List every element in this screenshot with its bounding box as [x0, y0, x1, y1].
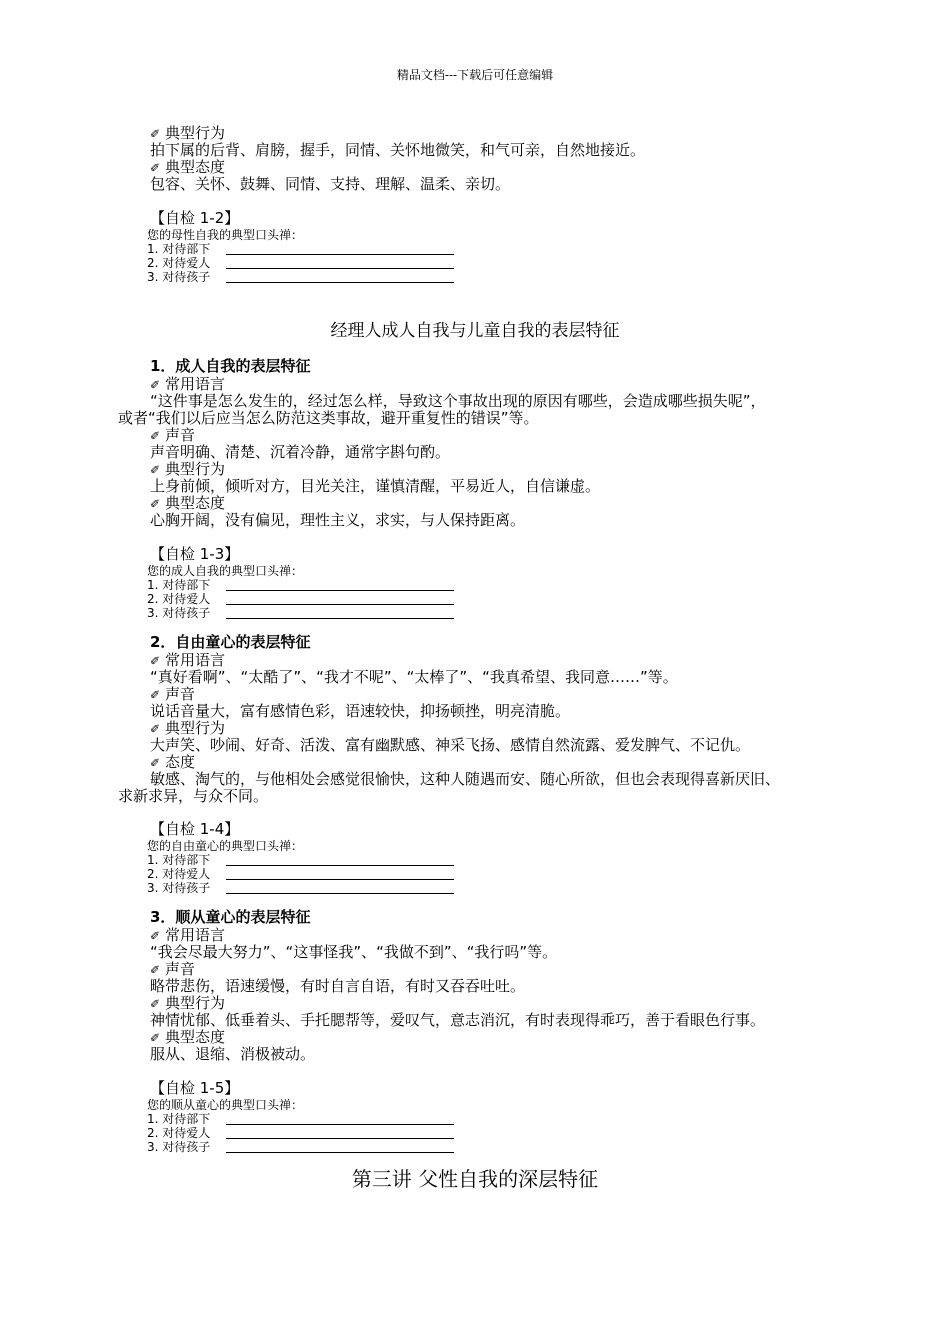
paragraph: 服从、退缩、消极被动。 [150, 1045, 316, 1063]
pen-icon: ✐ [150, 127, 161, 141]
selfcheck-title: 【自检 1-4】 [150, 820, 240, 838]
subheading-attitude: ✐ 典型态度 [150, 158, 226, 176]
pen-icon: ✐ [150, 429, 161, 443]
selfcheck-title: 【自检 1-3】 [150, 545, 240, 563]
pen-icon: ✐ [150, 929, 161, 943]
answer-blank[interactable] [226, 865, 454, 866]
section-heading: 经理人成人自我与儿童自我的表层特征 [330, 321, 620, 341]
selfcheck-title: 【自检 1-5】 [150, 1079, 240, 1097]
selfcheck-item: 2. 对待爱人 [147, 592, 211, 606]
pen-icon: ✐ [150, 654, 161, 668]
subheading-language: ✐ 常用语言 [150, 926, 226, 944]
paragraph: 拍下属的后背、肩膀，握手，同情、关怀地微笑，和气可亲，自然地接近。 [150, 141, 646, 159]
paragraph: 神情忧郁、低垂着头、手托腮帮等，爱叹气，意志消沉，有时表现得乖巧，善于看眼色行事。 [150, 1011, 766, 1029]
paragraph: 说话音量大，富有感情色彩，语速较快，抑扬顿挫，明亮清脆。 [150, 702, 571, 720]
paragraph: 包容、关怀、鼓舞、同情、支持、理解、温柔、亲切。 [150, 175, 511, 193]
selfcheck-item: 1. 对待部下 [147, 578, 211, 592]
subheading-attitude: ✐ 典型态度 [150, 1028, 226, 1046]
answer-blank[interactable] [226, 604, 454, 605]
answer-blank[interactable] [226, 1138, 454, 1139]
subheading-voice: ✐ 声音 [150, 685, 196, 703]
answer-blank[interactable] [226, 1124, 454, 1125]
subheading-attitude: ✐ 典型态度 [150, 494, 226, 512]
subheading-behavior: ✐ 典型行为 [150, 719, 226, 737]
answer-blank[interactable] [226, 590, 454, 591]
answer-blank[interactable] [226, 254, 454, 255]
paragraph: 上身前倾，倾听对方，目光关注，谨慎清醒，平易近人，自信谦虚。 [150, 477, 601, 495]
paragraph: “真好看啊”、“太酷了”、“我才不呢”、“太棒了”、“我真希望、我同意……”等。 [150, 668, 678, 686]
pen-icon: ✐ [150, 378, 161, 392]
answer-blank[interactable] [226, 268, 454, 269]
paragraph: 略带悲伤，语速缓慢，有时自言自语，有时又吞吞吐吐。 [150, 977, 526, 995]
subsection-title: 2．自由童心的表层特征 [150, 633, 311, 651]
selfcheck-item: 3. 对待孩子 [147, 881, 211, 895]
selfcheck-intro: 您的成人自我的典型口头禅： [147, 564, 304, 578]
pen-icon: ✐ [150, 497, 161, 511]
selfcheck-intro: 您的母性自我的典型口头禅： [147, 228, 304, 242]
answer-blank[interactable] [226, 893, 454, 894]
paragraph: 求新求异，与众不同。 [118, 787, 269, 805]
subheading-language: ✐ 常用语言 [150, 375, 226, 393]
paragraph: 大声笑、吵闹、好奇、活泼、富有幽默感、神采飞扬、感情自然流露、爱发脾气、不记仇。 [150, 736, 751, 754]
answer-blank[interactable] [226, 618, 454, 619]
pen-icon: ✐ [150, 1031, 161, 1045]
selfcheck-intro: 您的自由童心的典型口头禅： [147, 839, 304, 853]
answer-blank[interactable] [226, 282, 454, 283]
page-header: 精品文档---下载后可任意编辑 [396, 68, 554, 82]
paragraph: 心胸开阔，没有偏见，理性主义，求实，与人保持距离。 [150, 511, 526, 529]
selfcheck-item: 1. 对待部下 [147, 242, 211, 256]
subsection-title: 1．成人自我的表层特征 [150, 357, 311, 375]
paragraph: “这件事是怎么发生的，经过怎么样，导致这个事故出现的原因有哪些，会造成哪些损失呢”， [150, 392, 766, 410]
paragraph: 声音明确、清楚、沉着冷静，通常字斟句酌。 [150, 443, 451, 461]
selfcheck-item: 3. 对待孩子 [147, 270, 211, 284]
selfcheck-item: 2. 对待爱人 [147, 867, 211, 881]
selfcheck-item: 1. 对待部下 [147, 1112, 211, 1126]
selfcheck-title: 【自检 1-2】 [150, 209, 240, 227]
pen-icon: ✐ [150, 722, 161, 736]
pen-icon: ✐ [150, 688, 161, 702]
answer-blank[interactable] [226, 879, 454, 880]
selfcheck-item: 3. 对待孩子 [147, 606, 211, 620]
answer-blank[interactable] [226, 1152, 454, 1153]
subsection-title: 3．顺从童心的表层特征 [150, 908, 311, 926]
paragraph: 敏感、淘气的，与他相处会感觉很愉快，这种人随遇而安、随心所欲，但也会表现得喜新厌旧、 [150, 770, 781, 788]
subheading-behavior: ✐ 典型行为 [150, 124, 226, 142]
chapter-heading: 第三讲 父性自我的深层特征 [351, 1167, 599, 1191]
pen-icon: ✐ [150, 963, 161, 977]
subheading-language: ✐ 常用语言 [150, 651, 226, 669]
subheading-voice: ✐ 声音 [150, 960, 196, 978]
selfcheck-item: 1. 对待部下 [147, 853, 211, 867]
paragraph: 或者“我们以后应当怎么防范这类事故，避开重复性的错误”等。 [118, 409, 539, 427]
pen-icon: ✐ [150, 463, 161, 477]
selfcheck-item: 3. 对待孩子 [147, 1140, 211, 1154]
subheading-behavior: ✐ 典型行为 [150, 460, 226, 478]
selfcheck-item: 2. 对待爱人 [147, 1126, 211, 1140]
subheading-attitude: ✐ 态度 [150, 753, 196, 771]
subheading-voice: ✐ 声音 [150, 426, 196, 444]
selfcheck-item: 2. 对待爱人 [147, 256, 211, 270]
subheading-behavior: ✐ 典型行为 [150, 994, 226, 1012]
paragraph: “我会尽最大努力”、“这事怪我”、“我做不到”、“我行吗”等。 [150, 943, 558, 961]
pen-icon: ✐ [150, 161, 161, 175]
pen-icon: ✐ [150, 997, 161, 1011]
pen-icon: ✐ [150, 756, 161, 770]
selfcheck-intro: 您的顺从童心的典型口头禅： [147, 1098, 304, 1112]
